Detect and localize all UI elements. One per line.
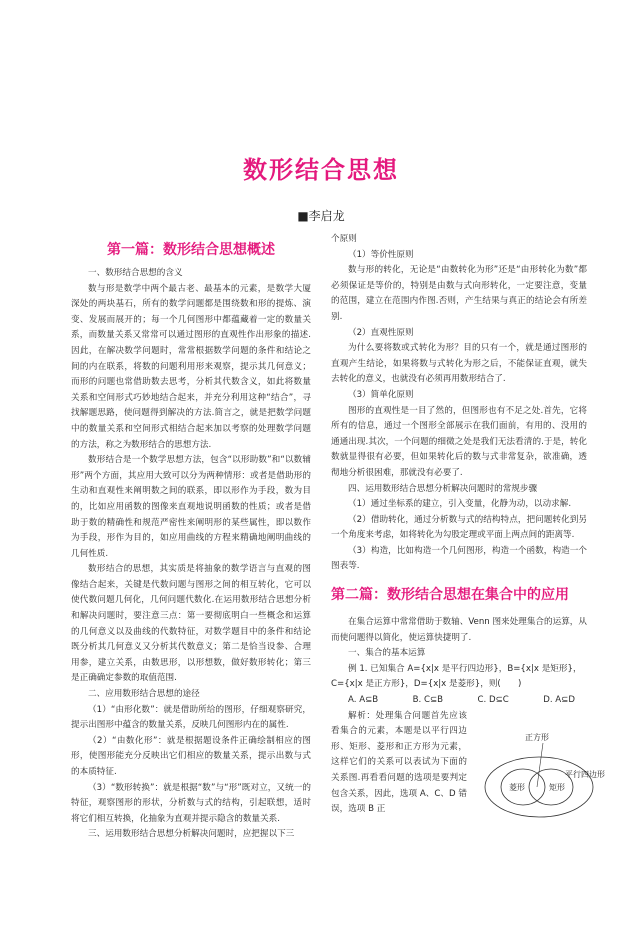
right-column	[331, 232, 605, 818]
option-a: A. A⊆B	[348, 695, 379, 706]
subheading: 一、数形结合思想的含义	[88, 268, 183, 278]
paragraph: 数形结合是一个数学思想方法，包含“以形助数”和“以数辅形”两个方面，其应用大致可以分为两种情形：或者是借助形的生动和直观性来阐明数之间的联系，即以形作为手段，数为目的，比如应用函数的图像来直观地说明函数的性质；或者是借助于数的精确性和规范严密性来阐明形的某些属性，即以数作为手段，形作为目的，如应用曲线的方程来精确地阐明曲线的几何性质.	[71, 455, 311, 559]
section-title-1: 第一篇：数形结合思想概述	[107, 242, 275, 258]
venn-diagram	[481, 729, 605, 821]
author-byline: ■李启龙	[297, 209, 345, 223]
left-column	[71, 232, 311, 843]
subheading: 一、集合的基本运算	[348, 648, 426, 659]
option-b: B. C⊆B	[412, 695, 444, 706]
paragraph: 三、运用数形结合思想分析解决问题时，应把握以下三	[88, 829, 295, 840]
paragraph: （2）借助转化，通过分析数与式的结构特点，把问题转化到另一个角度来考虑，如将转化为勾股定理或平面上两点间的距离等.	[331, 514, 587, 541]
page-title: 数形结合思想	[243, 156, 399, 184]
subheading: （2）直观性原则	[348, 327, 414, 338]
option-c: C. D⊆C	[477, 695, 509, 706]
paragraph: 为什么要将数或式转化为形？目的只有一个，就是通过图形的直观产生结论，如果将数与式转化为形之后，不能保证直观，就失去转化的意义，也就没有必须再用数形结合了.	[331, 343, 587, 385]
subheading: （3）简单化原则	[348, 389, 414, 400]
option-d: D. A⊆D	[543, 695, 575, 706]
subheading: （1）等价性原则	[348, 249, 414, 260]
paragraph: （3）构造，比如构造一个几何图形，构造一个函数，构造一个图表等.	[331, 545, 587, 572]
example-line: 例 1. 已知集合 A={x|x 是平行四边形}，B={x|x 是矩形}，	[348, 663, 582, 674]
pointer-line	[537, 743, 543, 787]
paragraph: 数形结合的思想，其实质是将抽象的数学语言与直观的图像结合起来，关键是代数问题与图形之间的相互转化，它可以使代数问题几何化，几何问题代数化.在运用数形结合思想分析和解决问题时，要注意三点：第一要彻底明白一些概念和运算的几何意义以及曲线的代数特征，对数学题目中的条件和结论既分析其几何意义又分析其代数意义；第二是恰当设参、合理用参，建立关系，由数思形，以形想数，做好数形转化；第三是正确确定参数的取值范围.	[71, 564, 311, 684]
paragraph: 图形的直观性是一目了然的，但图形也有不足之处.首先，它将所有的信息，通过一个图形全部展示在我们面前，有用的、没用的通通出现.其次，一个问题的细微之处是我们无法看清的.于是，转化数就显得很有必要，但如果转化后的数与式非常复杂，欲准确，透彻地分析很困难，那就没有必要了.	[331, 405, 587, 478]
analysis-block	[331, 709, 605, 818]
paragraph: （1）“由形化数”：就是借助所给的图形，仔细观察研究，提示出图形中蕴含的数量关系，反映几何图形内在的属性.	[71, 704, 311, 731]
section-title-2: 第二篇：数形结合思想在集合中的应用	[331, 587, 569, 604]
paragraph: 在集合运算中常常借助于数轴、Venn 图来处理集合的运算，从而使问题得以简化，使运算快捷明了.	[331, 617, 587, 643]
paragraph: （2）“由数化形”：就是根据题设条件正确绘制相应的图形，使图形能充分反映出它们相应的数量关系，提示出数与式的本质特征.	[71, 735, 311, 777]
analysis-paragraph: 解析：处理集合问题首先应该看集合的元素，本题是以平行四边形、矩形、菱形和正方形为元素，这样它们的关系可以表试为下面的关系图.再看看问题的选项是要判定包含关系，因此，选项 A、C、D 错误，选项 B 正	[331, 710, 467, 815]
label-rectangle: 矩形	[549, 782, 565, 792]
paragraph: （1）通过坐标系的建立，引入变量，化静为动，以动求解.	[348, 499, 572, 510]
label-square: 正方形	[525, 732, 549, 742]
label-rhombus: 菱形	[509, 782, 525, 792]
label-parallelogram: 平行四边形	[565, 769, 605, 779]
paragraph: 数与形是数学中两个最古老、最基本的元素，是数学大厦深处的两块基石，所有的数学问题都是围绕数和形的提炼、演变、发展而展开的；每一个几何图形中都蕴藏着一定的数量关系，而数量关系又常常可以通过图形的直观性作出形象的描述.因此，在解决数学问题时，常常根据数学问题的条件和结论之间的内在联系，将数的问题利用形来观察，提示其几何意义；而形的问题也常借助数去思考，分析其代数含义，如此将数量关系和空间形式巧妙地结合起来，并充分利用这种“结合”，寻找解题思路，使问题得到解决的方法.简言之，就是把数学问题中的数量关系和空间形式相结合起来加以考察的处理数学问题的方法，称之为数形结合的思想方法.	[71, 283, 311, 450]
subheading: 四、运用数形结合思想分析解决问题时的常规步骤	[348, 483, 538, 494]
paragraph: 数与形的转化，无论是“由数转化为形”还是“由形转化为数”都必须保证是等价的，特别是由数与式向形转化，一定要注意，变量的范围，建立在范围内作图.否则，产生结果与真正的结论会有所差别.	[331, 265, 587, 322]
paragraph: 个原则	[331, 234, 357, 244]
example-line: C={x|x 是正方形}，D={x|x 是菱形}，则( )	[331, 679, 522, 690]
subheading: 二、应用数形结合思想的途径	[88, 689, 200, 700]
answer-options	[331, 693, 587, 709]
paragraph: （3）“数形转换”：就是根据“数”与“形”既对立，又统一的特征，观察图形的形状，分析数与式的结构，引起联想，适时将它们相互转换，化抽象为直观并提示隐含的数量关系.	[71, 782, 311, 824]
